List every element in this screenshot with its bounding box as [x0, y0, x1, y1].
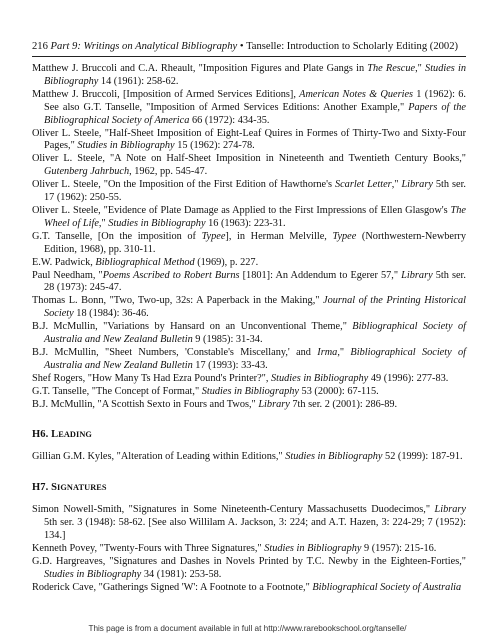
bibliography-entry — [32, 451, 466, 464]
section-title: SIGNATURES — [51, 482, 107, 494]
entry-title-italic: Studies in Bibliography — [44, 568, 142, 580]
entry-text: ," — [98, 217, 109, 229]
entry-text: Simon Nowell-Smith, "Signatures in Some Nineteenth-Century Massachusetts Duodecimos," — [32, 504, 435, 516]
entry-title-italic: Bibliographical Society of Australia — [312, 581, 462, 593]
page-number: 216 — [32, 41, 48, 52]
entry-text: 53 (2000): 67-115. — [298, 385, 379, 397]
entry-text: 9 (1957): 215-16. — [361, 543, 437, 555]
bibliography-entry — [32, 179, 466, 205]
entry-text: 18 (1984): 36-46. — [73, 308, 149, 320]
entry-title-italic: Bibliographical Society of Australia and New Zealand Bulletin — [44, 346, 467, 371]
section-heading-h7 — [32, 482, 466, 493]
entry-text: 16 (1963): 223-31. — [205, 217, 286, 229]
book-title: Tanselle: Introduction to Scholarly Editing (2002) — [246, 41, 459, 52]
entry-text: 7th ser. 2 (2001): 286-89. — [289, 398, 398, 410]
entry-text: G.T. Tanselle, [On the imposition of — [32, 230, 202, 242]
entry-title-italic: Journal of the Printing Historical Society — [44, 295, 466, 320]
entry-title-italic: Studies in Bibliography — [264, 543, 362, 555]
entry-text: 49 (1996): 277-83. — [368, 372, 449, 384]
entry-text: ," — [337, 346, 351, 358]
entry-text: B.J. McMullin, "Variations by Hansard on an Unconventional Theme," — [32, 321, 353, 333]
entry-text: G.T. Tanselle, "The Concept of Format," — [32, 385, 202, 397]
entry-text: 5th ser. 17 (1962): 250-55. — [44, 179, 467, 204]
document-page — [32, 40, 466, 595]
bibliography-entry — [32, 89, 466, 128]
entry-text: 5th ser. 3 (1948): 58-62. [See also Willilam A. Jackson, 3: 224; and A.T. Hazen, 3: 224-29; 7 (1952): 134.] — [44, 517, 466, 542]
entry-text: Gillian G.M. Kyles, "Alteration of Leading within Editions," — [32, 451, 286, 463]
bibliography-entry — [32, 347, 466, 373]
running-header — [32, 40, 466, 57]
entry-text: [1801]: An Addendum to Egerer 57," — [239, 269, 402, 281]
entry-text: Thomas L. Bonn, "Two, Two-up, 32s: A Paperback in the Making," — [32, 295, 324, 307]
entry-text: 14 (1961): 258-62. — [98, 75, 179, 87]
entry-title-italic: Bibliographical Society of Australia and New Zealand Bulletin — [44, 321, 466, 346]
bibliography-entry — [32, 386, 466, 399]
bibliography-entry — [32, 257, 466, 270]
entry-title-italic: Irma — [317, 346, 338, 358]
entry-text: 1 (1962): 6. See also G.T. Tanselle, "Imposition of Armed Services Editions: Another Example," — [44, 88, 466, 113]
entry-text: ], in Herman Melville, — [225, 230, 333, 242]
entry-title-italic: Scarlet Letter — [334, 179, 392, 191]
entry-title-italic: American Notes & Queries — [299, 88, 414, 100]
section-number: H7. — [32, 482, 49, 494]
bibliography-entry — [32, 373, 466, 386]
entry-text: 17 (1993): 33-43. — [192, 359, 268, 371]
entry-text: Paul Needham, " — [32, 269, 103, 281]
entry-title-italic: Library — [401, 179, 433, 191]
entry-text: 15 (1962): 274-78. — [174, 140, 255, 152]
entry-text: ," — [415, 63, 426, 74]
entry-text: 9 (1985): 31-34. — [192, 334, 263, 346]
bibliography-list-leading — [32, 451, 466, 464]
entry-text: 66 (1972): 434-35. — [189, 114, 270, 126]
entry-title-italic: The Wheel of Life — [44, 204, 466, 229]
entry-text: Matthew J. Bruccoli, [Imposition of Armed Services Editions], — [32, 88, 300, 100]
entry-text: , 1962, pp. 545-47. — [129, 166, 208, 178]
entry-text: G.D. Hargreaves, "Signatures and Dashes in Novels Printed by T.C. Newby in the Eighteen-Forties," — [32, 556, 466, 567]
bibliography-list-signatures — [32, 504, 466, 594]
entry-title-italic: Gutenberg Jahrbuch — [44, 166, 130, 178]
bibliography-entry — [32, 504, 466, 543]
page-footer: This page is from a document available in full at http://www.rarebookschool.org/tanselle/ — [88, 624, 407, 633]
entry-text: ," — [391, 179, 402, 191]
header-bullet: • — [239, 41, 244, 52]
bibliography-entry — [32, 231, 466, 257]
entry-title-italic: Typee — [332, 230, 357, 242]
bibliography-entry — [32, 270, 466, 296]
entry-text: (Northwestern-Newberry Edition, 1968), pp. 310-11. — [44, 230, 466, 255]
bibliography-entry — [32, 582, 466, 595]
entry-title-italic: Library — [258, 398, 290, 410]
entry-text: Oliver L. Steele, "A Note on Half-Sheet Imposition in Nineteenth and Twentieth Century Books," — [32, 153, 466, 165]
bibliography-entry — [32, 153, 466, 179]
bibliography-list-imposition — [32, 63, 466, 411]
entry-text: Roderick Cave, "Gatherings Signed 'W': A Footnote to a Footnote," — [32, 581, 313, 593]
entry-title-italic: Studies in Bibliography — [201, 385, 299, 397]
bibliography-entry — [32, 128, 466, 154]
bibliography-entry — [32, 556, 466, 582]
entry-title-italic: Studies in Bibliography — [44, 63, 466, 87]
bibliography-entry — [32, 63, 466, 89]
entry-text: 34 (1981): 253-58. — [141, 568, 222, 580]
entry-text: (1969), p. 227. — [194, 256, 259, 268]
entry-title-italic: Studies in Bibliography — [77, 140, 175, 152]
part-title: Part 9: Writings on Analytical Bibliography — [50, 41, 238, 52]
entry-text: Oliver L. Steele, "On the Imposition of the First Edition of Hawthorne's — [32, 179, 335, 191]
entry-text: B.J. McMullin, "A Scottish Sexto in Fours and Twos," — [32, 398, 259, 410]
entry-text: Kenneth Povey, "Twenty-Fours with Three Signatures," — [32, 543, 265, 555]
entry-text: Oliver L. Steele, "Half-Sheet Imposition of Eight-Leaf Quires in Formes of Thirty-Two and Sixty-Four Pages," — [32, 127, 466, 152]
entry-title-italic: Typee — [201, 230, 226, 242]
entry-title-italic: Papers of the Bibliographical Society of America — [44, 101, 466, 126]
entry-title-italic: Poems Ascribed to Robert Burns — [102, 269, 240, 281]
entry-text: Matthew J. Bruccoli and C.A. Rheault, "Imposition Figures and Plate Gangs in — [32, 63, 368, 74]
entry-title-italic: Studies in Bibliography — [108, 217, 206, 229]
entry-title-italic: Studies in Bibliography — [271, 372, 369, 384]
entry-text: Oliver L. Steele, "Evidence of Plate Damage as Applied to the First Impressions of Ellen Glasgow's — [32, 204, 451, 216]
entry-text: 5th ser. 28 (1973): 245-47. — [44, 269, 466, 294]
bibliography-entry — [32, 205, 466, 231]
bibliography-entry — [32, 543, 466, 556]
section-number: H6. — [32, 429, 49, 441]
entry-text: E.W. Padwick, — [32, 256, 96, 268]
bibliography-entry — [32, 295, 466, 321]
entry-text: B.J. McMullin, "Sheet Numbers, 'Constable's Miscellany,' and — [32, 346, 318, 358]
entry-title-italic: The Rescue — [367, 63, 416, 74]
entry-text: 52 (1999): 187-91. — [382, 451, 463, 463]
section-heading-h6 — [32, 429, 466, 440]
entry-text: Shef Rogers, "How Many Ts Had Ezra Pound's Printer?", — [32, 372, 271, 384]
entry-title-italic: Library — [401, 269, 433, 281]
bibliography-entry — [32, 321, 466, 347]
bibliography-entry — [32, 399, 466, 412]
entry-title-italic: Library — [434, 504, 466, 516]
entry-title-italic: Bibliographical Method — [95, 256, 195, 268]
entry-title-italic: Studies in Bibliography — [285, 451, 383, 463]
section-title: LEADING — [51, 429, 92, 441]
